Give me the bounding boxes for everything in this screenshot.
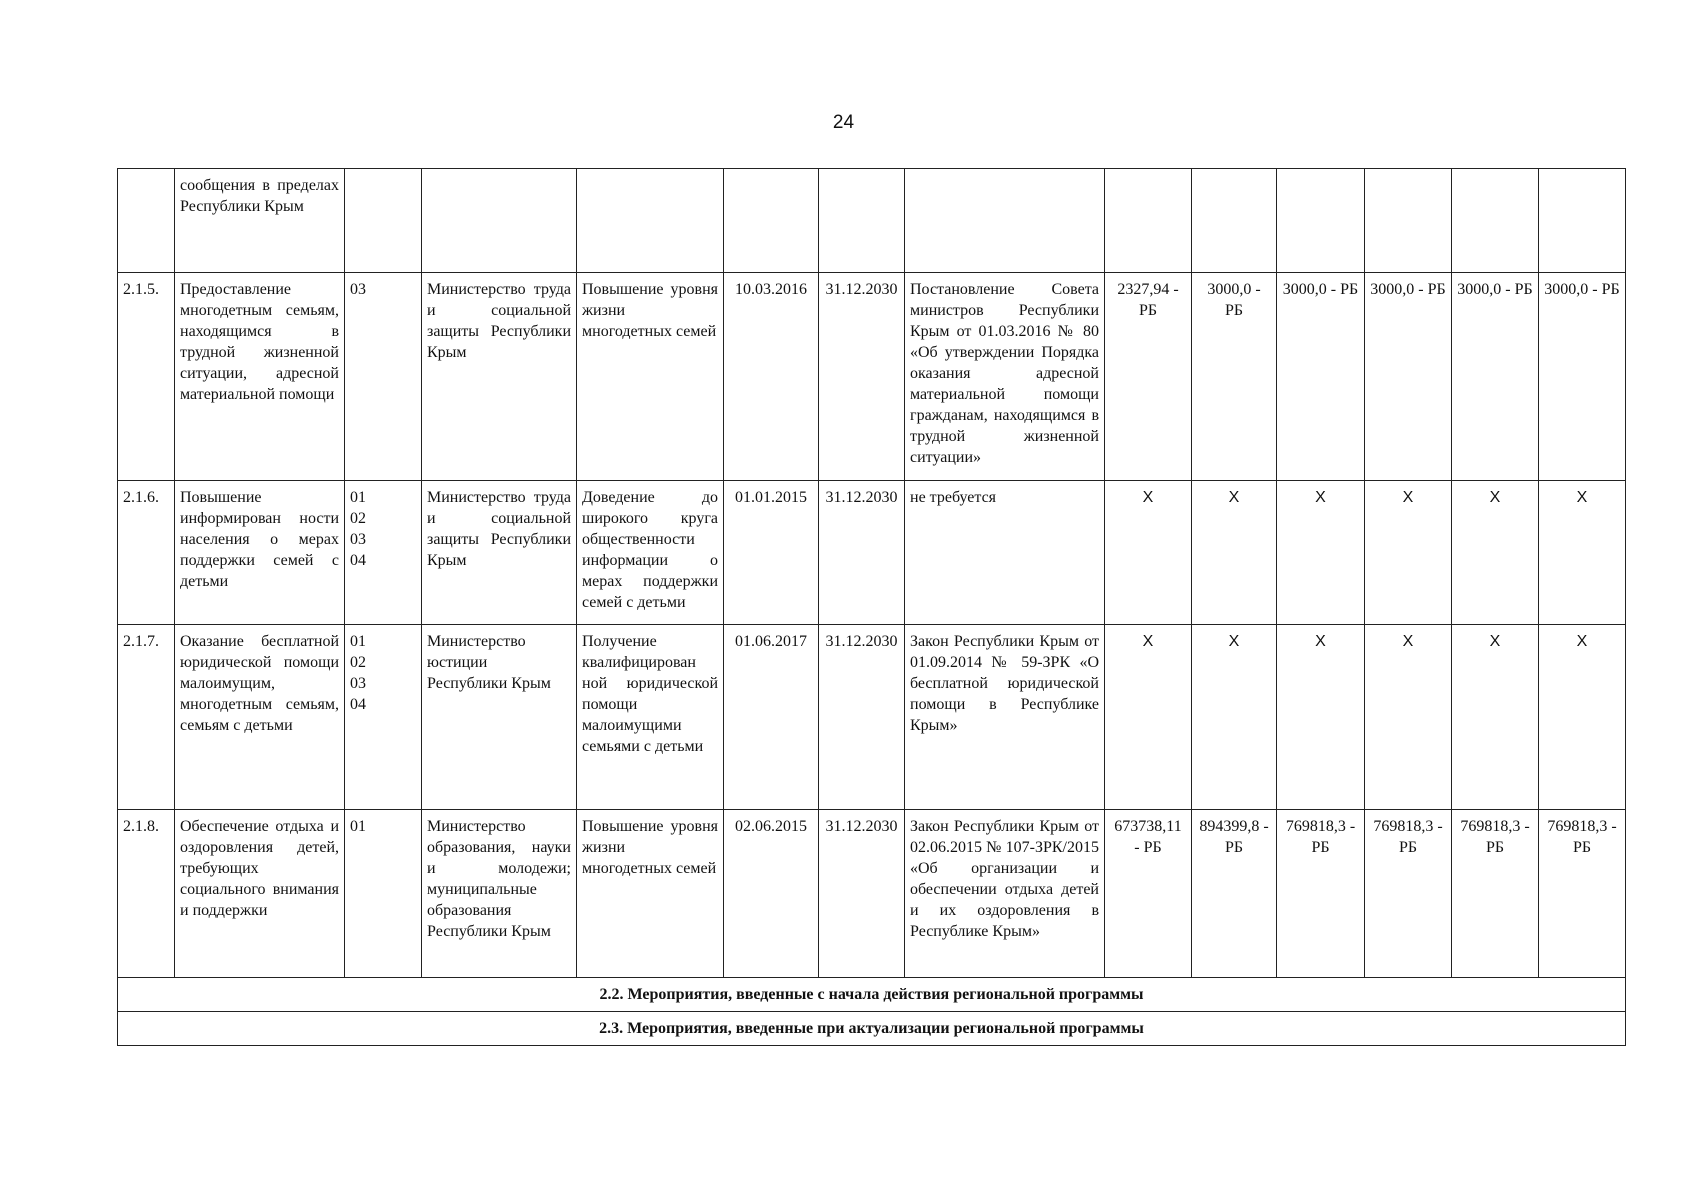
task-code: 03 (350, 531, 366, 548)
row-number (118, 169, 175, 273)
end-date: 31.12.2030 (819, 481, 905, 625)
start-date: 10.03.2016 (724, 273, 819, 481)
funding-amount: X (1452, 625, 1539, 810)
funding-amount (1277, 169, 1365, 273)
task-code: 01 (350, 489, 366, 506)
measure-name: Обеспечение отдыха и оздоровления детей, требующих социального внимания и поддержки (175, 810, 345, 978)
funding-amount: X (1192, 625, 1277, 810)
end-date: 31.12.2030 (819, 810, 905, 978)
funding-amount: 769818,3 - РБ (1539, 810, 1626, 978)
table-row (118, 273, 1626, 481)
row-number: 2.1.5. (118, 273, 175, 481)
end-date: 31.12.2030 (819, 625, 905, 810)
funding-amount (1105, 169, 1192, 273)
row-number: 2.1.6. (118, 481, 175, 625)
legal-basis: Закон Республики Крым от 02.06.2015 № 107-ЗРК/2015 «Об организации и обеспечении отдыха детей и их оздоровления в Республике Крым» (905, 810, 1105, 978)
task-code: 04 (350, 552, 366, 569)
task-code: 02 (350, 654, 366, 671)
task-code: 01 (350, 633, 366, 650)
funding-amount (1192, 169, 1277, 273)
funding-amount: 3000,0 - РБ (1277, 273, 1365, 481)
funding-amount (1452, 169, 1539, 273)
start-date: 01.01.2015 (724, 481, 819, 625)
funding-amount (1539, 169, 1626, 273)
expected-result: Повышение уровня жизни многодетных семей (577, 273, 724, 481)
end-date: 31.12.2030 (819, 273, 905, 481)
legal-basis: Постановление Совета министров Республики Крым от 01.03.2016 № 80 «Об утверждении Порядка оказания адресной материальной помощи гражданам, находящимся в трудной жизненной ситуации» (905, 273, 1105, 481)
row-number: 2.1.8. (118, 810, 175, 978)
funding-amount: X (1192, 481, 1277, 625)
executor (422, 169, 577, 273)
executor: Министерство юстиции Республики Крым (422, 625, 577, 810)
executor: Министерство труда и социальной защиты Республики Крым (422, 273, 577, 481)
funding-amount: X (1539, 625, 1626, 810)
task-codes (345, 169, 422, 273)
funding-amount: 3000,0 - РБ (1539, 273, 1626, 481)
funding-amount: X (1277, 625, 1365, 810)
expected-result (577, 169, 724, 273)
executor: Министерство образования, науки и молодежи; муниципальные образования Республики Крым (422, 810, 577, 978)
task-code: 03 (350, 675, 366, 692)
expected-result: Получение квалифицирован ной юридической помощи малоимущими семьями с детьми (577, 625, 724, 810)
table-row (118, 481, 1626, 625)
task-codes (345, 810, 422, 978)
funding-amount: 3000,0 - РБ (1365, 273, 1452, 481)
task-code: 03 (350, 281, 366, 298)
section-row (118, 1012, 1626, 1046)
funding-amount: 769818,3 - РБ (1452, 810, 1539, 978)
section-heading-2-3: 2.3. Мероприятия, введенные при актуализации региональной программы (118, 1012, 1626, 1046)
funding-amount: 769818,3 - РБ (1365, 810, 1452, 978)
table-row (118, 169, 1626, 273)
task-codes (345, 273, 422, 481)
table-row (118, 810, 1626, 978)
page-number: 24 (832, 112, 855, 133)
start-date: 02.06.2015 (724, 810, 819, 978)
section-row (118, 978, 1626, 1012)
funding-amount: 769818,3 - РБ (1277, 810, 1365, 978)
funding-amount: 3000,0 - РБ (1452, 273, 1539, 481)
funding-amount: 894399,8 - РБ (1192, 810, 1277, 978)
funding-amount: X (1452, 481, 1539, 625)
task-codes (345, 625, 422, 810)
funding-amount: X (1539, 481, 1626, 625)
program-measures-table (117, 168, 1626, 1046)
row-number: 2.1.7. (118, 625, 175, 810)
task-code: 01 (350, 818, 366, 835)
measure-name: Повышение информирован ности населения о мерах поддержки семей с детьми (175, 481, 345, 625)
table-body (118, 169, 1626, 978)
task-code: 02 (350, 510, 366, 527)
funding-amount (1365, 169, 1452, 273)
start-date (724, 169, 819, 273)
funding-amount: X (1277, 481, 1365, 625)
funding-amount: 673738,11 - РБ (1105, 810, 1192, 978)
expected-result: Доведение до широкого круга общественности информации о мерах поддержки семей с детьми (577, 481, 724, 625)
funding-amount: X (1365, 625, 1452, 810)
measure-name: Оказание бесплатной юридической помощи малоимущим, многодетным семьям, семьям с детьми (175, 625, 345, 810)
funding-amount: 3000,0 - РБ (1192, 273, 1277, 481)
legal-basis: не требуется (905, 481, 1105, 625)
table-row (118, 625, 1626, 810)
task-code: 04 (350, 696, 366, 713)
funding-amount: 2327,94 - РБ (1105, 273, 1192, 481)
end-date (819, 169, 905, 273)
funding-amount: X (1365, 481, 1452, 625)
measure-name: сообщения в пределах Республики Крым (175, 169, 345, 273)
executor: Министерство труда и социальной защиты Республики Крым (422, 481, 577, 625)
funding-amount: X (1105, 625, 1192, 810)
legal-basis (905, 169, 1105, 273)
task-codes (345, 481, 422, 625)
funding-amount: X (1105, 481, 1192, 625)
expected-result: Повышение уровня жизни многодетных семей (577, 810, 724, 978)
section-heading-2-2: 2.2. Мероприятия, введенные с начала действия региональной программы (118, 978, 1626, 1012)
measure-name: Предоставление многодетным семьям, находящимся в трудной жизненной ситуации, адресной материальной помощи (175, 273, 345, 481)
start-date: 01.06.2017 (724, 625, 819, 810)
legal-basis: Закон Республики Крым от 01.09.2014 № 59-ЗРК «О бесплатной юридической помощи в Республике Крым» (905, 625, 1105, 810)
